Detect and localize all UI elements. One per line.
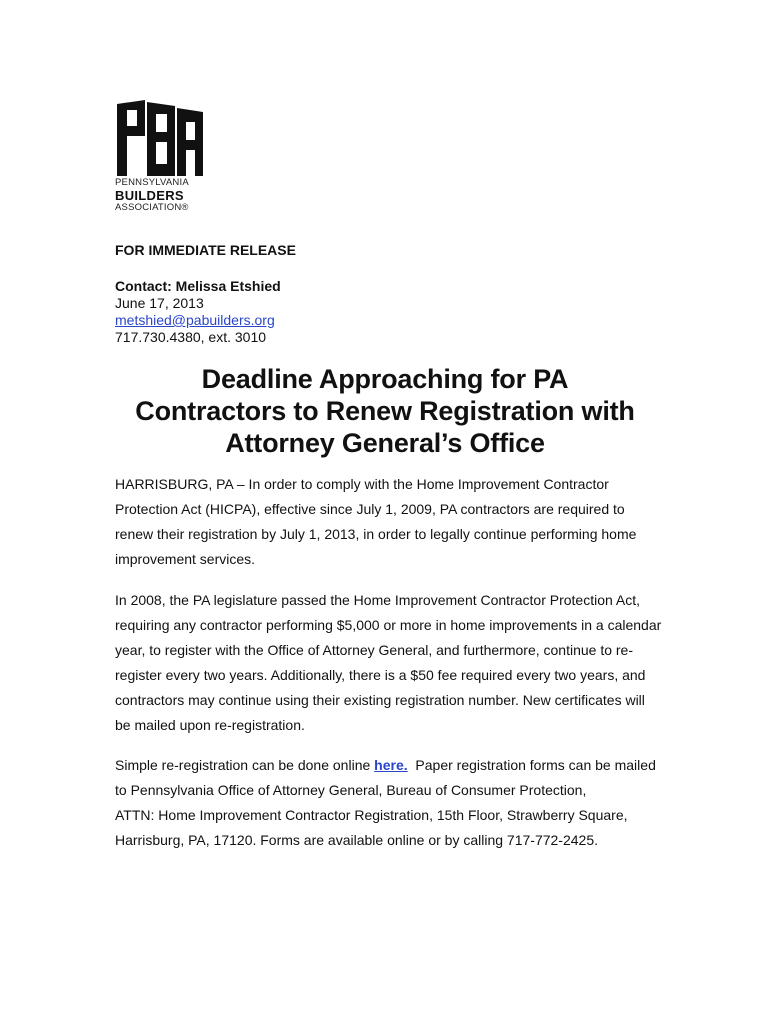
release-date: June 17, 2013 xyxy=(115,295,204,311)
headline xyxy=(100,363,670,459)
text-segment: Simple re-registration can be done online xyxy=(115,757,375,773)
contact-name: Contact: Melissa Etshied xyxy=(115,278,281,294)
text-line: contractors may continue using their existing registration number. New certificates will xyxy=(115,692,645,708)
logo-wordmark xyxy=(115,178,215,212)
pba-monogram-graphic xyxy=(115,98,207,178)
text-line: year, to register with the Office of Attorney General, and furthermore, continue to re- xyxy=(115,642,634,658)
text-line: ATTN: Home Improvement Contractor Registration, 15th Floor, Strawberry Square, xyxy=(115,807,628,823)
headline-line: Attorney General’s Office xyxy=(225,428,545,458)
logo-line-association: ASSOCIATION® xyxy=(115,201,189,213)
text-line: Harrisburg, PA, 17120. Forms are available online or by calling 717-772-2425. xyxy=(115,832,599,848)
contact-phone: 717.730.4380, ext. 3010 xyxy=(115,329,267,345)
headline-line: Contractors to Renew Registration with xyxy=(135,396,635,426)
logo-line-pennsylvania: PENNSYLVANIA xyxy=(115,177,189,188)
text-line: be mailed upon re-registration. xyxy=(115,717,305,733)
logo-line-builders: BUILDERS xyxy=(115,187,184,203)
contact-email-link[interactable]: metshied@pabuilders.org xyxy=(115,312,275,328)
headline-line: Deadline Approaching for PA xyxy=(201,364,569,394)
text-line: improvement services. xyxy=(115,551,256,567)
text-segment: Paper registration forms can be mailed xyxy=(407,757,656,773)
paragraph-legislation xyxy=(115,588,675,738)
paragraph-instructions xyxy=(115,753,675,853)
paragraph-intro xyxy=(115,472,675,572)
text-line xyxy=(115,753,675,778)
text-line: renew their registration by July 1, 2013, in order to legally continue performing home xyxy=(115,526,637,542)
text-line: HARRISBURG, PA – In order to comply with the Home Improvement Contractor xyxy=(115,476,609,492)
contact-block xyxy=(115,278,281,346)
registration-here-link[interactable]: here. xyxy=(374,757,408,773)
text-line: In 2008, the PA legislature passed the Home Improvement Contractor Protection Act, xyxy=(115,592,641,608)
text-line: Protection Act (HICPA), effective since July 1, 2009, PA contractors are required to xyxy=(115,501,625,517)
text-line: register every two years. Additionally, there is a $50 fee required every two years, and xyxy=(115,667,646,683)
text-line: requiring any contractor performing $5,000 or more in home improvements in a calendar xyxy=(115,617,662,633)
text-line: to Pennsylvania Office of Attorney General, Bureau of Consumer Protection, xyxy=(115,782,587,798)
release-label: FOR IMMEDIATE RELEASE xyxy=(115,242,296,258)
